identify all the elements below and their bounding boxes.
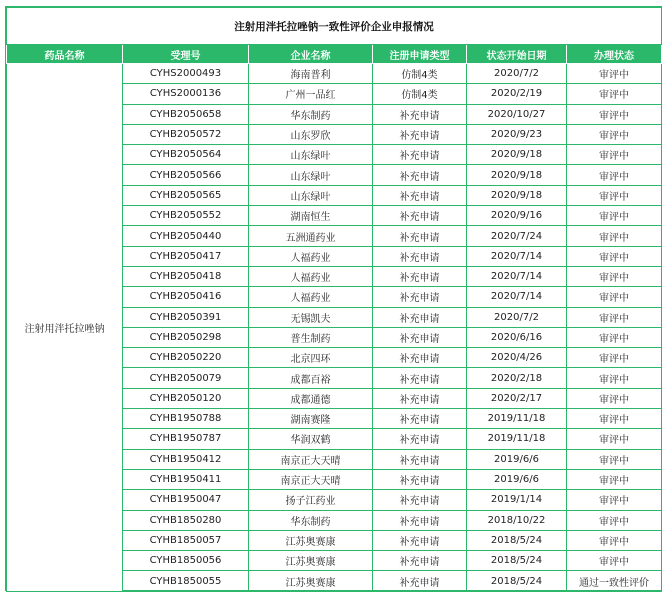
cell-status: 审评中 bbox=[567, 530, 662, 550]
cell-status-date: 2020/6/16 bbox=[467, 327, 567, 347]
title-row bbox=[7, 8, 662, 45]
cell-company: 普生制药 bbox=[249, 327, 373, 347]
cell-status-date: 2020/7/14 bbox=[467, 246, 567, 266]
cell-status: 审评中 bbox=[567, 185, 662, 205]
table-title: 注射用泮托拉唑钠一致性评价企业申报情况 bbox=[7, 8, 662, 45]
cell-acceptance-no: CYHB2050440 bbox=[123, 226, 249, 246]
cell-status-date: 2020/2/17 bbox=[467, 388, 567, 408]
cell-status: 审评中 bbox=[567, 510, 662, 530]
cell-status: 审评中 bbox=[567, 348, 662, 368]
cell-status-date: 2018/5/24 bbox=[467, 551, 567, 571]
cell-application-type: 补充申请 bbox=[373, 246, 467, 266]
cell-company: 扬子江药业 bbox=[249, 490, 373, 510]
cell-acceptance-no: CYHB1850056 bbox=[123, 551, 249, 571]
cell-company: 湖南赛隆 bbox=[249, 409, 373, 429]
cell-status-date: 2019/11/18 bbox=[467, 409, 567, 429]
cell-status: 审评中 bbox=[567, 287, 662, 307]
cell-status: 审评中 bbox=[567, 145, 662, 165]
cell-application-type: 补充申请 bbox=[373, 185, 467, 205]
cell-company: 山东绿叶 bbox=[249, 185, 373, 205]
cell-status: 审评中 bbox=[567, 388, 662, 408]
cell-status: 审评中 bbox=[567, 449, 662, 469]
cell-status-date: 2020/7/2 bbox=[467, 307, 567, 327]
cell-status-date: 2020/9/18 bbox=[467, 145, 567, 165]
cell-acceptance-no: CYHB1950412 bbox=[123, 449, 249, 469]
cell-company: 山东罗欣 bbox=[249, 124, 373, 144]
cell-status-date: 2020/2/18 bbox=[467, 368, 567, 388]
cell-company: 江苏奥赛康 bbox=[249, 551, 373, 571]
cell-application-type: 补充申请 bbox=[373, 348, 467, 368]
cell-application-type: 补充申请 bbox=[373, 226, 467, 246]
cell-acceptance-no: CYHB1850057 bbox=[123, 530, 249, 550]
cell-company: 成都通德 bbox=[249, 388, 373, 408]
cell-application-type: 补充申请 bbox=[373, 287, 467, 307]
cell-acceptance-no: CYHS2000136 bbox=[123, 84, 249, 104]
cell-acceptance-no: CYHS2000493 bbox=[123, 64, 249, 84]
cell-company: 人福药业 bbox=[249, 266, 373, 286]
header-row bbox=[7, 45, 662, 64]
cell-status: 审评中 bbox=[567, 206, 662, 226]
cell-status-date: 2020/9/18 bbox=[467, 185, 567, 205]
cell-application-type: 补充申请 bbox=[373, 165, 467, 185]
cell-company: 南京正大天晴 bbox=[249, 449, 373, 469]
cell-acceptance-no: CYHB1950787 bbox=[123, 429, 249, 449]
header-status-date: 状态开始日期 bbox=[467, 45, 567, 64]
cell-status-date: 2020/7/24 bbox=[467, 226, 567, 246]
cell-status-date: 2018/5/24 bbox=[467, 530, 567, 550]
cell-application-type: 仿制4类 bbox=[373, 64, 467, 84]
cell-status-date: 2020/10/27 bbox=[467, 104, 567, 124]
cell-company: 江苏奥赛康 bbox=[249, 530, 373, 550]
cell-acceptance-no: CYHB2050079 bbox=[123, 368, 249, 388]
cell-status-date: 2020/9/18 bbox=[467, 165, 567, 185]
cell-status: 通过一致性评价 bbox=[567, 571, 662, 591]
cell-application-type: 补充申请 bbox=[373, 145, 467, 165]
cell-acceptance-no: CYHB2050552 bbox=[123, 206, 249, 226]
header-acceptance-no: 受理号 bbox=[123, 45, 249, 64]
cell-status: 审评中 bbox=[567, 104, 662, 124]
cell-acceptance-no: CYHB2050566 bbox=[123, 165, 249, 185]
cell-status: 审评中 bbox=[567, 246, 662, 266]
cell-application-type: 补充申请 bbox=[373, 490, 467, 510]
cell-status-date: 2019/11/18 bbox=[467, 429, 567, 449]
cell-acceptance-no: CYHB2050565 bbox=[123, 185, 249, 205]
cell-acceptance-no: CYHB2050658 bbox=[123, 104, 249, 124]
cell-status: 审评中 bbox=[567, 64, 662, 84]
cell-acceptance-no: CYHB1950788 bbox=[123, 409, 249, 429]
cell-acceptance-no: CYHB1850280 bbox=[123, 510, 249, 530]
cell-company: 广州一品红 bbox=[249, 84, 373, 104]
cell-company: 山东绿叶 bbox=[249, 165, 373, 185]
cell-application-type: 补充申请 bbox=[373, 307, 467, 327]
cell-status-date: 2019/6/6 bbox=[467, 469, 567, 489]
cell-acceptance-no: CYHB2050564 bbox=[123, 145, 249, 165]
cell-status-date: 2018/5/24 bbox=[467, 571, 567, 591]
cell-company: 成都百裕 bbox=[249, 368, 373, 388]
cell-company: 北京四环 bbox=[249, 348, 373, 368]
header-application-type: 注册申请类型 bbox=[373, 45, 467, 64]
cell-company: 华润双鹤 bbox=[249, 429, 373, 449]
cell-status: 审评中 bbox=[567, 490, 662, 510]
cell-status-date: 2020/7/14 bbox=[467, 266, 567, 286]
cell-application-type: 补充申请 bbox=[373, 551, 467, 571]
cell-application-type: 补充申请 bbox=[373, 124, 467, 144]
cell-status-date: 2019/6/6 bbox=[467, 449, 567, 469]
cell-company: 华东制药 bbox=[249, 510, 373, 530]
cell-company: 华东制药 bbox=[249, 104, 373, 124]
cell-acceptance-no: CYHB1850055 bbox=[123, 571, 249, 591]
cell-acceptance-no: CYHB1950047 bbox=[123, 490, 249, 510]
header-status: 办理状态 bbox=[567, 45, 662, 64]
cell-application-type: 补充申请 bbox=[373, 409, 467, 429]
cell-drug-name: 注射用泮托拉唑钠 bbox=[7, 64, 123, 592]
cell-status-date: 2019/1/14 bbox=[467, 490, 567, 510]
cell-status-date: 2020/4/26 bbox=[467, 348, 567, 368]
cell-acceptance-no: CYHB2050391 bbox=[123, 307, 249, 327]
table-row bbox=[7, 64, 662, 84]
cell-acceptance-no: CYHB1950411 bbox=[123, 469, 249, 489]
cell-application-type: 补充申请 bbox=[373, 571, 467, 591]
cell-company: 南京正大天晴 bbox=[249, 469, 373, 489]
cell-status-date: 2020/2/19 bbox=[467, 84, 567, 104]
cell-application-type: 补充申请 bbox=[373, 206, 467, 226]
cell-application-type: 补充申请 bbox=[373, 388, 467, 408]
cell-application-type: 补充申请 bbox=[373, 104, 467, 124]
cell-status: 审评中 bbox=[567, 368, 662, 388]
cell-status: 审评中 bbox=[567, 124, 662, 144]
cell-company: 人福药业 bbox=[249, 287, 373, 307]
cell-status-date: 2018/10/22 bbox=[467, 510, 567, 530]
cell-application-type: 补充申请 bbox=[373, 510, 467, 530]
application-table bbox=[6, 7, 662, 592]
cell-status: 审评中 bbox=[567, 429, 662, 449]
cell-status: 审评中 bbox=[567, 551, 662, 571]
cell-status: 审评中 bbox=[567, 226, 662, 246]
cell-company: 山东绿叶 bbox=[249, 145, 373, 165]
header-company: 企业名称 bbox=[249, 45, 373, 64]
cell-acceptance-no: CYHB2050572 bbox=[123, 124, 249, 144]
cell-status-date: 2020/7/14 bbox=[467, 287, 567, 307]
cell-company: 五洲通药业 bbox=[249, 226, 373, 246]
cell-status: 审评中 bbox=[567, 469, 662, 489]
cell-status: 审评中 bbox=[567, 409, 662, 429]
cell-acceptance-no: CYHB2050417 bbox=[123, 246, 249, 266]
cell-application-type: 补充申请 bbox=[373, 429, 467, 449]
cell-status: 审评中 bbox=[567, 165, 662, 185]
cell-application-type: 补充申请 bbox=[373, 530, 467, 550]
cell-company: 江苏奥赛康 bbox=[249, 571, 373, 591]
cell-application-type: 仿制4类 bbox=[373, 84, 467, 104]
cell-status: 审评中 bbox=[567, 307, 662, 327]
cell-status: 审评中 bbox=[567, 84, 662, 104]
cell-application-type: 补充申请 bbox=[373, 327, 467, 347]
cell-status-date: 2020/7/2 bbox=[467, 64, 567, 84]
cell-company: 湖南恒生 bbox=[249, 206, 373, 226]
cell-company: 无锡凯夫 bbox=[249, 307, 373, 327]
cell-application-type: 补充申请 bbox=[373, 368, 467, 388]
cell-acceptance-no: CYHB2050120 bbox=[123, 388, 249, 408]
cell-company: 海南普利 bbox=[249, 64, 373, 84]
cell-status: 审评中 bbox=[567, 266, 662, 286]
cell-status-date: 2020/9/23 bbox=[467, 124, 567, 144]
cell-acceptance-no: CYHB2050220 bbox=[123, 348, 249, 368]
cell-application-type: 补充申请 bbox=[373, 449, 467, 469]
cell-status: 审评中 bbox=[567, 327, 662, 347]
cell-acceptance-no: CYHB2050416 bbox=[123, 287, 249, 307]
cell-application-type: 补充申请 bbox=[373, 266, 467, 286]
cell-acceptance-no: CYHB2050418 bbox=[123, 266, 249, 286]
cell-status-date: 2020/9/16 bbox=[467, 206, 567, 226]
cell-company: 人福药业 bbox=[249, 246, 373, 266]
header-drug-name: 药品名称 bbox=[7, 45, 123, 64]
table-frame bbox=[5, 6, 662, 591]
cell-acceptance-no: CYHB2050298 bbox=[123, 327, 249, 347]
cell-application-type: 补充申请 bbox=[373, 469, 467, 489]
